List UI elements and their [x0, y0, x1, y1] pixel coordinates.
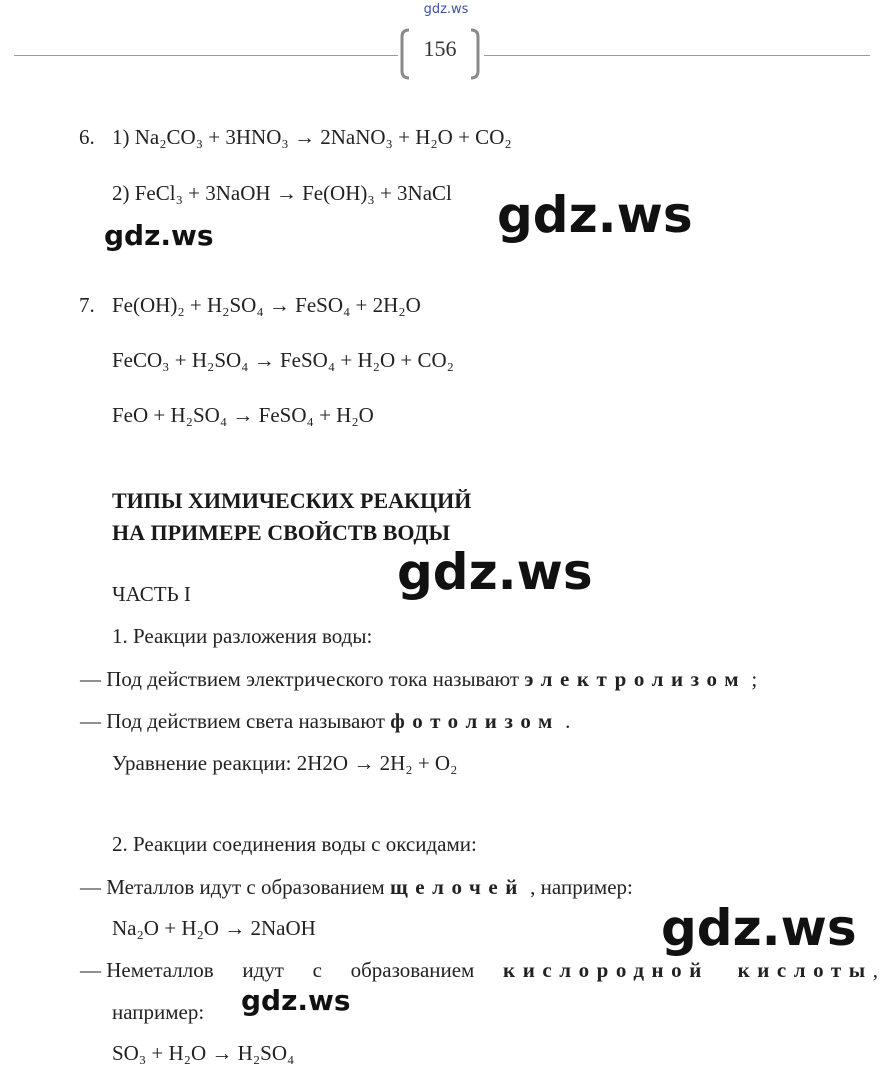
- bullet-2-word-4: образованием: [350, 958, 475, 982]
- item-2-bullet-1: [80, 875, 633, 900]
- term-acid-group: [738, 958, 878, 983]
- bullet-2-word-3: с: [312, 958, 322, 982]
- task-6-equation-2: 2) FeCl₃ + 3NaOH → Fe(OH)₃ + 3NaCl: [112, 181, 452, 205]
- item-1-heading: 1. Реакции разложения воды:: [112, 624, 373, 648]
- section-title-line-1: ТИПЫ ХИМИЧЕСКИХ РЕАКЦИЙ: [112, 488, 472, 513]
- task-7-equation-2: FeCO₃ + H₂SO₄ → FeSO₄ + H₂O + CO₂: [112, 348, 454, 372]
- term-electrolysis: электролизом: [524, 667, 747, 691]
- item-2-heading: 2. Реакции соединения воды с оксидами:: [112, 832, 477, 856]
- page-number-frame: [399, 28, 481, 80]
- task-6-number: 6.: [79, 125, 95, 149]
- bullet-2-end: ,: [872, 958, 878, 982]
- part-label: ЧАСТЬ I: [112, 582, 191, 606]
- item-1-equation: Уравнение реакции: 2H2O → 2H₂ + O₂: [112, 751, 458, 775]
- term-alkalis: щелочей: [389, 875, 525, 899]
- task-7-equation-1: Fe(OH)₂ + H₂SO₄ → FeSO₄ + 2H₂O: [112, 293, 421, 317]
- item-1-bullet-1-end: ;: [746, 667, 758, 691]
- item-2-bullet-1-text: — Металлов идут с образованием: [80, 875, 390, 899]
- item-2-bullet-2: [80, 958, 878, 983]
- item-2-bullet-2-continuation: например:: [112, 1000, 205, 1024]
- section-title-line-2: НА ПРИМЕРЕ СВОЙСТВ ВОДЫ: [112, 520, 451, 545]
- term-acid: кислоты: [737, 958, 873, 982]
- task-7-equation-3: FeO + H₂SO₄ → FeSO₄ + H₂O: [112, 403, 374, 427]
- bullet-2-word-1: — Неметаллов: [80, 958, 214, 982]
- term-oxygen: кислородной: [503, 958, 709, 982]
- watermark-1: gdz.ws: [497, 186, 693, 244]
- item-2-equation-2: SO₃ + H₂O → H₂SO₄: [112, 1041, 295, 1065]
- item-2-bullet-1-end: , например:: [524, 875, 633, 899]
- watermark-3: gdz.ws: [397, 543, 593, 601]
- item-1-bullet-1-text: — Под действием электрического тока называют: [80, 667, 525, 691]
- task-7-number: 7.: [79, 293, 95, 317]
- item-1-bullet-2-end: .: [559, 709, 571, 733]
- page-number: 156: [423, 36, 457, 61]
- watermark-2: gdz.ws: [104, 219, 214, 252]
- term-photolysis: фотолизом: [390, 709, 560, 733]
- top-watermark: gdz.ws: [423, 2, 469, 17]
- watermark-5: gdz.ws: [241, 984, 351, 1017]
- item-1-bullet-1: [80, 667, 757, 692]
- item-1-bullet-2: [80, 709, 570, 734]
- watermark-4: gdz.ws: [661, 899, 857, 957]
- item-2-equation-1: Na₂O + H₂O → 2NaOH: [112, 916, 316, 940]
- task-6-equation-1: 1) Na₂CO₃ + 3HNO₃ → 2NaNO₃ + H₂O + CO₂: [112, 125, 512, 149]
- header-rule-left: [14, 55, 398, 56]
- item-1-bullet-2-text: — Под действием света называют: [80, 709, 391, 733]
- header-rule-right: [484, 55, 870, 56]
- bullet-2-word-2: идут: [242, 958, 284, 982]
